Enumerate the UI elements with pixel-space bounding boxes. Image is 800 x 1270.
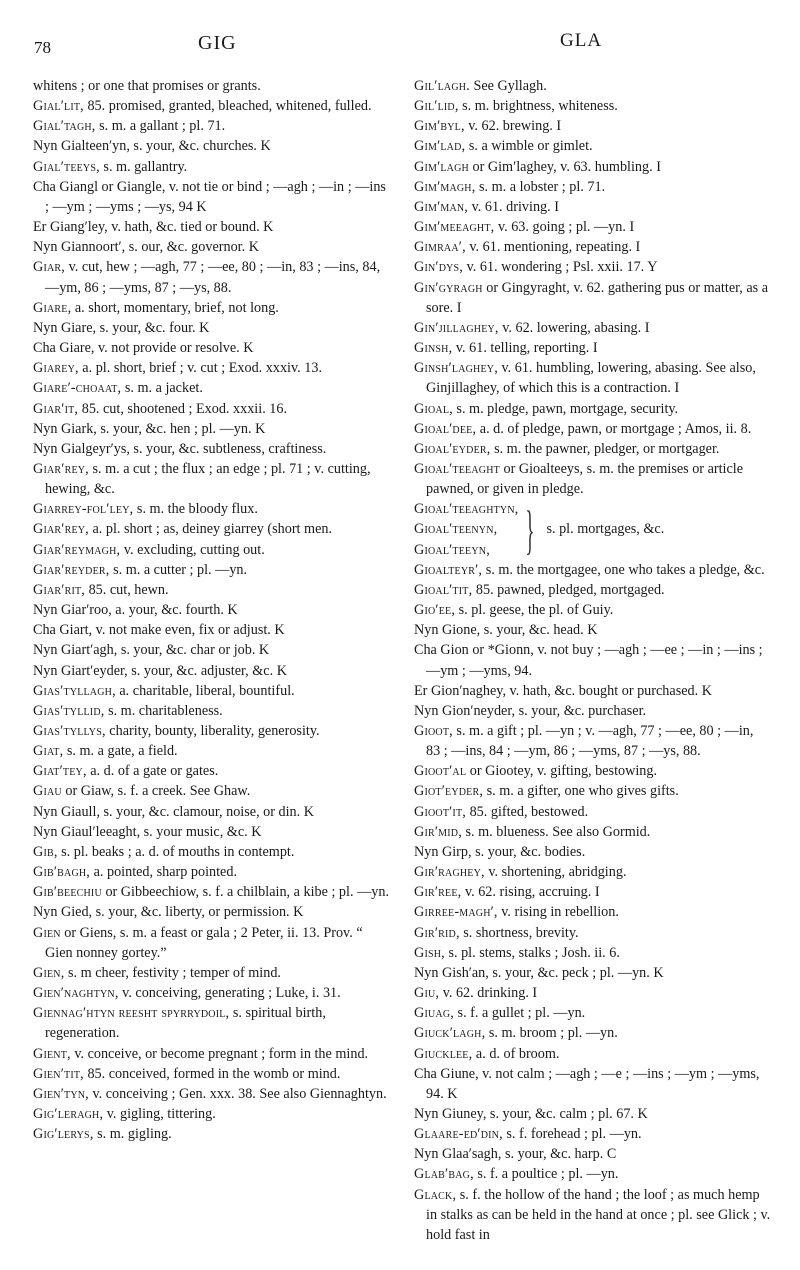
dictionary-entry — [414, 1104, 771, 1124]
dictionary-entry — [33, 822, 390, 842]
entry-definition: Nyn Gish′an, s. your, &c. peck ; pl. —yn. K — [414, 964, 664, 981]
dictionary-entry — [33, 499, 390, 519]
entry-headword: Gias′tyllys, — [33, 723, 106, 739]
entry-definition: s. m. a gifter, one who gives gifts. — [483, 783, 679, 800]
entry-definition: s. m. a gallant ; pl. 71. — [95, 118, 226, 135]
dictionary-entry — [414, 197, 771, 217]
entry-definition: v. conceiving ; Gen. xxx. 38. See also Giennaghtyn. — [88, 1085, 387, 1102]
dictionary-entry — [414, 136, 771, 156]
entry-definition: Nyn Giart′agh, s. your, &c. char or job. K — [33, 642, 270, 659]
dictionary-entry — [33, 1104, 390, 1124]
entry-definition: 85. pawned, pledged, mortgaged. — [472, 581, 665, 598]
entry-definition: s. a wimble or gimlet. — [465, 138, 593, 155]
entry-headword: Gien′tyn, — [33, 1085, 89, 1102]
entry-definition: Nyn Gialgeyr′ys, s. your, &c. subtleness, craftiness. — [33, 440, 327, 457]
entry-definition: Er Gion′naghey, v. hath, &c. bought or purchased. K — [414, 682, 712, 699]
left-running-head: GIG — [198, 32, 237, 54]
entry-definition: or Gibbeechiow, s. f. a chilblain, a kibe ; pl. —yn. — [101, 884, 389, 901]
entry-headword: Gig′lerys, — [33, 1126, 94, 1143]
right-running-head: GLA — [560, 30, 603, 51]
dictionary-entry — [33, 136, 390, 156]
entry-definition: v. shortening, abridging. — [484, 864, 627, 881]
entry-headword: Giau — [33, 783, 62, 800]
dictionary-entry — [33, 580, 390, 600]
dictionary-entry — [33, 358, 390, 378]
entry-headword: Gim′byl, — [414, 118, 465, 135]
dictionary-entry — [33, 378, 390, 398]
dictionary-entry — [414, 781, 771, 801]
dictionary-entry — [33, 842, 390, 862]
dictionary-entry — [414, 600, 771, 620]
entry-headword: Giar′it, — [33, 400, 79, 417]
entry-headword: Gir′raghey, — [414, 864, 485, 881]
dictionary-entry — [33, 560, 390, 580]
dictionary-entry — [414, 1144, 771, 1164]
dictionary-entry — [414, 157, 771, 177]
dictionary-entry — [414, 338, 771, 358]
entry-definition: v. excluding, cutting out. — [120, 541, 265, 558]
dictionary-entry — [33, 761, 390, 781]
entry-definition: s. pl. beaks ; a. d. of mouths in contempt. — [57, 843, 295, 860]
entry-headword: Giat′tey, — [33, 763, 87, 780]
entry-definition: or Gingyraght, v. 62. gathering pus or matter, as a sore. I — [426, 279, 769, 316]
entry-headword: Gig′leragh, — [33, 1105, 104, 1122]
dictionary-entry — [414, 923, 771, 943]
entry-definition: s. m. a cut ; the flux ; an edge ; pl. 71 ; v. cutting, hewing, &c. — [45, 460, 371, 498]
dictionary-entry — [414, 802, 771, 822]
entry-definition: v. 61. humbling, lowering, abasing. See also, Ginjillaghey, of which this is a contraction. I — [426, 360, 756, 397]
dictionary-entry — [33, 439, 390, 459]
dictionary-entry — [414, 902, 771, 922]
entry-headword: Gimraa′, — [414, 239, 466, 256]
dictionary-entry — [414, 1185, 771, 1245]
dictionary-entry — [414, 620, 771, 640]
entry-definition: s. m. brightness, whiteness. — [458, 98, 618, 115]
dictionary-entry — [33, 983, 390, 1003]
entry-definition: Nyn Gion′neyder, s. your, &c. purchaser. — [414, 702, 647, 719]
entry-definition: Nyn Giar′roo, a. your, &c. fourth. K — [33, 602, 238, 619]
entry-headword: Gim′man, — [414, 198, 469, 215]
dictionary-entry — [414, 963, 771, 983]
entry-definition: v. 61. mentioning, repeating. I — [465, 239, 641, 256]
entry-headword: Glab′bag, — [414, 1166, 474, 1183]
dictionary-entry — [414, 1124, 771, 1144]
dictionary-entry — [33, 882, 390, 902]
entry-definition: s. m. gallantry. — [99, 158, 188, 175]
dictionary-entry — [33, 681, 390, 701]
entry-headword: Gib, — [33, 843, 58, 860]
dictionary-entry — [414, 399, 771, 419]
entry-definition: v. 62. drinking. I — [439, 985, 538, 1002]
dictionary-entry — [414, 358, 771, 398]
entry-headword: Gin′dys, — [414, 259, 464, 276]
entry-definition: Nyn Giare, s. your, &c. four. K — [33, 319, 210, 336]
entry-headword: Gil′lagh. — [414, 78, 470, 94]
entry-definition: s. f. forehead ; pl. —yn. — [502, 1126, 642, 1143]
dictionary-entry — [414, 116, 771, 136]
entry-headword: Gien′tit, — [33, 1065, 84, 1082]
dictionary-entry — [33, 963, 390, 983]
entry-definition: See Gyllagh. — [469, 78, 547, 94]
dictionary-entry — [414, 560, 771, 580]
dictionary-entry — [414, 278, 771, 318]
entry-headword: Gient, — [33, 1045, 71, 1062]
entry-definition: s. m. gigling. — [93, 1126, 172, 1143]
entry-definition: s. f. a poultice ; pl. —yn. — [473, 1166, 619, 1183]
entry-definition: s. pl. geese, the pl. of Guiy. — [455, 602, 614, 619]
dictionary-entry — [33, 540, 390, 560]
entry-headword: Giar′rey, — [33, 521, 89, 538]
dictionary-entry — [414, 459, 771, 499]
entry-definition: a. d. of pledge, pawn, or mortgage ; Amos, ii. 8. — [476, 420, 752, 437]
entry-headword: Glack, — [414, 1186, 457, 1203]
dictionary-entry — [33, 1124, 390, 1144]
entry-definition: Nyn Giart′eyder, s. your, &c. adjuster, &c. K — [33, 662, 287, 679]
dictionary-entry — [33, 802, 390, 822]
entry-definition: s. f. the hollow of the hand ; the loof ; as much hemp in stalks as can be held in the hand at once ; pl. see Glick ; v. hold fast in — [426, 1186, 771, 1243]
dictionary-entry — [414, 761, 771, 781]
entry-definition: a. d. of broom. — [472, 1045, 560, 1062]
entry-definition: v. 61. driving. I — [468, 198, 559, 215]
entry-definition: s. m. a gift ; pl. —yn ; v. —agh, 77 ; —ee, 80 ; —in, 83 ; —ins, 84 ; —ym, 86 ; —yms, 87 ; —ys, 88. — [426, 723, 754, 760]
dictionary-entry — [33, 661, 390, 681]
entry-definition: v. 61. telling, reporting. I — [452, 340, 598, 357]
page-header — [0, 26, 800, 62]
entry-headword: Giare, — [33, 299, 72, 316]
entry-definition: Nyn Giuney, s. your, &c. calm ; pl. 67. K — [414, 1105, 648, 1122]
entry-definition: Nyn Glaa′sagh, s. your, &c. harp. C — [414, 1146, 617, 1163]
entry-definition: or Giaw, s. f. a creek. See Ghaw. — [61, 783, 251, 800]
entry-headword: Gil′lid, — [414, 98, 459, 115]
entry-definition: or Giootey, v. gifting, bestowing. — [466, 763, 658, 780]
entry-headword: Ginsh′laghey, — [414, 360, 498, 377]
dictionary-entry — [414, 96, 771, 116]
entry-headword: Gin′gyragh — [414, 279, 483, 296]
dictionary-entry — [33, 1003, 390, 1043]
entry-headword: Giennag′htyn reesht spyrrydoil, — [33, 1005, 230, 1022]
entry-headword: Gib′bagh, — [33, 864, 91, 881]
dictionary-entry — [33, 741, 390, 761]
entry-definition: Nyn Girp, s. your, &c. bodies. — [414, 843, 586, 860]
entry-definition: or Giens, s. m. a feast or gala ; 2 Peter, ii. 13. Prov. “ Gien nonney gortey.” — [45, 924, 363, 961]
entry-definition: Nyn Giannoort′, s. our, &c. governor. K — [33, 239, 259, 256]
entry-headword: Gim′magh, — [414, 178, 476, 195]
dictionary-entry — [33, 257, 390, 297]
entry-definition: whitens ; or one that promises or grants. — [33, 78, 261, 94]
dictionary-entry — [33, 1044, 390, 1064]
entry-definition: Nyn Giaull, s. your, &c. clamour, noise, or din. K — [33, 803, 314, 820]
entry-definition: s. m. blueness. See also Gormid. — [461, 823, 651, 840]
entry-headword: Giu, — [414, 985, 440, 1002]
entry-headword: Giare′-choaat, — [33, 380, 122, 397]
entry-definition: 85. gifted, bestowed. — [466, 803, 589, 820]
entry-headword: Giar′reyder, — [33, 561, 110, 578]
dictionary-entry — [33, 923, 390, 963]
entry-headword: Gim′lad, — [414, 138, 466, 155]
dictionary-entry — [33, 701, 390, 721]
dictionary-entry — [33, 862, 390, 882]
entry-definition: Nyn Gied, s. your, &c. liberty, or permission. K — [33, 904, 304, 921]
entry-headword: Giar′rey, — [33, 460, 89, 477]
entry-definition: charity, bounty, liberality, generosity. — [105, 723, 320, 739]
entry-headword: Gin′jillaghey, — [414, 319, 499, 336]
entry-definition: Nyn Giaul′leeaght, s. your music, &c. K — [33, 823, 262, 840]
entry-definition: v. 63. going ; pl. —yn. I — [494, 219, 635, 236]
entry-definition: a. short, momentary, brief, not long. — [71, 299, 279, 316]
dictionary-entry — [414, 721, 771, 761]
entry-definition: s. m. a jacket. — [121, 380, 203, 397]
entry-headword: Gias′tyllagh, — [33, 682, 116, 699]
entry-definition: 85. cut, hewn. — [85, 581, 169, 598]
dictionary-entry — [33, 781, 390, 801]
entry-definition: s. shortness, brevity. — [459, 924, 579, 941]
dictionary-entry — [33, 600, 390, 620]
entry-definition: 85. cut, shootened ; Exod. xxxii. 16. — [78, 400, 288, 417]
dictionary-entry — [414, 257, 771, 277]
entry-headword: Giar′rit, — [33, 581, 86, 598]
entry-headword: Giarrey-fol′ley, — [33, 501, 134, 518]
entry-headword: Gioal′teeaght — [414, 460, 500, 477]
entry-definition: s. m. the mortgagee, one who takes a pledge, &c. — [482, 561, 765, 578]
dictionary-entry — [33, 217, 390, 237]
dictionary-entry — [414, 76, 771, 96]
dictionary-entry — [414, 439, 771, 459]
bracketed-entries — [414, 499, 771, 559]
dictionary-entry — [414, 640, 771, 680]
dictionary-entry — [414, 822, 771, 842]
bracket-headword: Gioal′teeaghtyn, — [414, 501, 519, 518]
entry-definition: Cha Giune, v. not calm ; —agh ; —e ; —ins ; —ym ; —yms, 94. K — [414, 1065, 760, 1102]
bracket-gloss: s. pl. mortgages, &c. — [546, 521, 665, 538]
entry-definition: s. f. a gullet ; pl. —yn. — [454, 1005, 586, 1022]
dictionary-entry — [33, 902, 390, 922]
bracket-headword: Gioal′teeyn, — [414, 541, 490, 558]
entry-definition: s. m. a cutter ; pl. —yn. — [109, 561, 248, 578]
dictionary-entry — [33, 96, 390, 116]
entry-headword: Gir′mid, — [414, 823, 462, 840]
entry-definition: v. 62. lowering, abasing. I — [498, 319, 650, 336]
entry-definition: v. 62. brewing. I — [464, 118, 562, 135]
entry-definition: Nyn Gione, s. your, &c. head. K — [414, 622, 598, 639]
dictionary-entry — [33, 237, 390, 257]
entry-definition: s. m. a gate, a field. — [63, 743, 178, 760]
dictionary-entry — [414, 177, 771, 197]
entry-definition: v. 61. wondering ; Psl. xxii. 17. Y — [463, 259, 658, 276]
dictionary-entry — [414, 983, 771, 1003]
entry-definition: v. gigling, tittering. — [103, 1105, 216, 1122]
dictionary-entry — [33, 157, 390, 177]
dictionary-entry — [414, 882, 771, 902]
entry-definition: s. m. a lobster ; pl. 71. — [475, 178, 606, 195]
entry-definition: s. m cheer, festivity ; temper of mind. — [64, 964, 281, 981]
right-column — [414, 76, 771, 1245]
entry-definition: v. rising in rebellion. — [497, 904, 619, 921]
entry-definition: or Gim′laghey, v. 63. humbling. I — [468, 158, 661, 175]
dictionary-entry — [33, 318, 390, 338]
entry-headword: Gioal′dee, — [414, 420, 477, 437]
entry-headword: Gioot′it, — [414, 803, 467, 820]
dictionary-entry — [414, 237, 771, 257]
page-number: 78 — [34, 38, 51, 57]
dictionary-entry — [33, 721, 390, 741]
dictionary-entry — [414, 943, 771, 963]
dictionary-entry — [33, 1064, 390, 1084]
dictionary-entry — [33, 1084, 390, 1104]
entry-headword: Giat, — [33, 743, 64, 760]
entry-definition: s. m. the pawner, pledger, or mortgager. — [490, 440, 720, 457]
dictionary-entry — [33, 298, 390, 318]
entry-headword: Gish, — [414, 944, 445, 961]
entry-headword: Gib′beechiu — [33, 884, 102, 901]
entry-definition: s. m. pledge, pawn, mortgage, security. — [452, 400, 679, 417]
entry-definition: a. d. of a gate or gates. — [86, 763, 219, 780]
dictionary-entry — [33, 399, 390, 419]
entry-headword: Giuck′lagh, — [414, 1025, 486, 1042]
dictionary-entry — [414, 580, 771, 600]
dictionary-entry — [33, 338, 390, 358]
entry-definition: Cha Giart, v. not make even, fix or adjust. K — [33, 622, 285, 639]
dictionary-entry — [33, 76, 390, 96]
dictionary-entry — [414, 1023, 771, 1043]
dictionary-entry — [414, 842, 771, 862]
entry-headword: Gial′tagh, — [33, 118, 96, 135]
entry-headword: Glaare-ed′din, — [414, 1126, 503, 1143]
entry-definition: v. conceive, or become pregnant ; form in the mind. — [70, 1045, 369, 1062]
entry-headword: Gioot, — [414, 723, 453, 739]
entry-definition: a. pl. short ; as, deiney giarrey (short men. — [88, 521, 333, 538]
entry-definition: Nyn Gialteen′yn, s. your, &c. churches. K — [33, 138, 271, 155]
entry-definition: s. m. broom ; pl. —yn. — [485, 1025, 618, 1042]
entry-headword: Gio′ee, — [414, 602, 456, 619]
dictionary-entry — [33, 116, 390, 136]
entry-definition: v. conceiving, generating ; Luke, i. 31. — [118, 985, 341, 1002]
dictionary-entry — [33, 177, 390, 217]
entry-headword: Ginsh, — [414, 340, 453, 357]
entry-headword: Gien, — [33, 964, 65, 981]
entry-headword: Gien′naghtyn, — [33, 985, 119, 1002]
dictionary-entry — [414, 419, 771, 439]
entry-headword: Giar′reymagh, — [33, 541, 121, 558]
entry-definition: a. pl. short, brief ; v. cut ; Exod. xxxiv. 13. — [78, 360, 323, 377]
left-column — [33, 76, 390, 1144]
bracket-headword: Gioal′teenyn, — [414, 521, 498, 538]
entry-definition: s. m. the bloody flux. — [133, 501, 258, 518]
entry-definition: s. m. charitableness. — [104, 702, 223, 719]
entry-definition: Cha Giangl or Giangle, v. not tie or bind ; —agh ; —in ; —ins ; —ym ; —yms ; —ys, 94 K — [33, 178, 386, 215]
entry-definition: Cha Giare, v. not provide or resolve. K — [33, 340, 254, 357]
entry-headword: Giucklee, — [414, 1045, 473, 1062]
entry-definition: Nyn Giark, s. your, &c. hen ; pl. —yn. K — [33, 420, 266, 437]
entry-headword: Gioal′eyder, — [414, 440, 491, 457]
dictionary-entry — [414, 1164, 771, 1184]
entry-headword: Gial′lit, — [33, 98, 84, 115]
dictionary-entry — [33, 620, 390, 640]
dictionary-entry — [414, 1064, 771, 1104]
entry-definition: v. cut, hew ; —agh, 77 ; —ee, 80 ; —in, 83 ; —ins, 84, —ym, 86 ; —yms, 87 ; —ys, 88. — [45, 259, 381, 296]
entry-headword: Gioal′tit, — [414, 581, 473, 598]
entry-headword: Giar, — [33, 259, 66, 276]
entry-definition: Er Giang′ley, v. hath, &c. tied or bound. K — [33, 219, 274, 236]
entry-definition: or Gioalteeys, s. m. the premises or article pawned, or given in pledge. — [426, 460, 744, 498]
entry-headword: Giot′eyder, — [414, 783, 484, 800]
dictionary-entry — [33, 640, 390, 660]
entry-headword: Gial′teeys, — [33, 158, 100, 175]
dictionary-entry — [414, 701, 771, 721]
dictionary-entry — [414, 862, 771, 882]
entry-headword: Gioal, — [414, 400, 453, 417]
dictionary-entry — [414, 681, 771, 701]
entry-headword: Girree-magh′, — [414, 904, 498, 921]
entry-definition: v. 62. rising, accruing. I — [461, 884, 600, 901]
entry-definition: 85. promised, granted, bleached, whitened, fulled. — [83, 98, 372, 115]
entry-headword: Gir′rid, — [414, 924, 460, 941]
dictionary-entry — [414, 1003, 771, 1023]
entry-headword: Gioalteyr′, — [414, 561, 483, 578]
entry-headword: Giuag, — [414, 1005, 454, 1022]
dictionary-entry — [414, 217, 771, 237]
dictionary-entry — [33, 419, 390, 439]
entry-definition: a. charitable, liberal, bountiful. — [115, 682, 295, 699]
dictionary-entry — [414, 1044, 771, 1064]
dictionary-entry — [414, 318, 771, 338]
entry-definition: s. spiritual birth, regeneration. — [45, 1005, 326, 1042]
entry-headword: Gioot′al — [414, 763, 467, 780]
entry-headword: Giarey, — [33, 360, 79, 377]
entry-definition: Cha Gion or *Gionn, v. not buy ; —agh ; —ee ; —in ; —ins ; —ym ; —yms, 94. — [414, 642, 763, 679]
entry-definition: s. pl. stems, stalks ; Josh. ii. 6. — [444, 944, 620, 961]
dictionary-entry — [33, 459, 390, 499]
curly-brace: } — [524, 499, 535, 560]
dictionary-entry — [33, 519, 390, 539]
entry-headword: Gim′lagh — [414, 158, 469, 175]
entry-definition: 85. conceived, formed in the womb or mind. — [83, 1065, 341, 1082]
entry-headword: Gir′ree, — [414, 884, 462, 901]
entry-headword: Gim′meeaght, — [414, 219, 495, 236]
entry-headword: Gias′tyllid, — [33, 702, 105, 719]
entry-headword: Gien — [33, 924, 61, 941]
entry-definition: a. pointed, sharp pointed. — [90, 864, 237, 881]
